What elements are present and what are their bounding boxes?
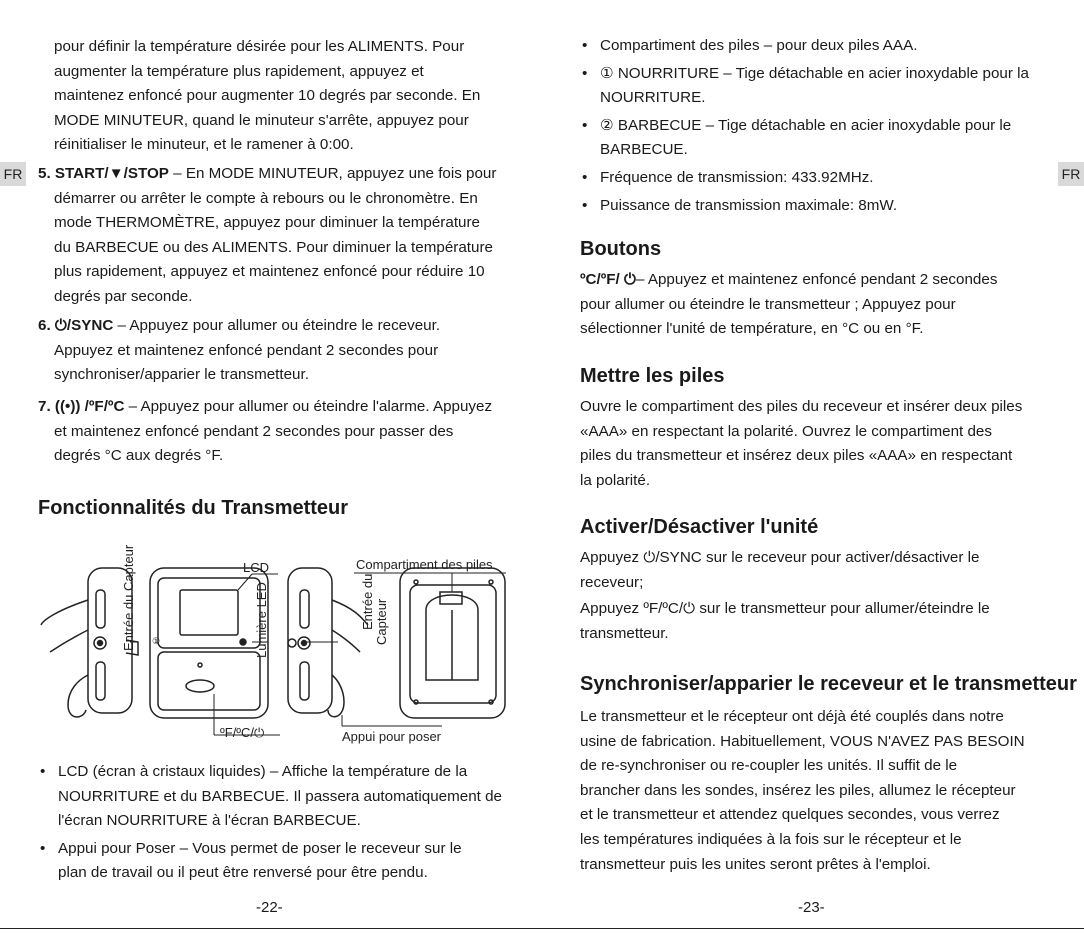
text-line: BARBECUE. <box>600 141 688 159</box>
text-line: démarrer ou arrêter le compte à rebours ou le chronomètre. En <box>54 189 478 207</box>
page-number-left: -22- <box>256 899 283 916</box>
text-line: degrés par seconde. <box>54 287 193 305</box>
text-line: – Appuyez et maintenez enfoncé pendant 2 secondes <box>636 271 998 288</box>
list-item <box>580 62 1060 111</box>
text-line: plan de travail ou il peut être renversé pour être pendu. <box>58 864 428 882</box>
item-text: – Appuyez pour allumer ou éteindre le receveur. <box>113 317 441 334</box>
item-label: 5. START/▼/STOP <box>38 165 169 182</box>
sync-paragraph <box>580 705 1025 877</box>
text-line: du BARBECUE ou des ALIMENTS. Pour diminuer la température <box>54 238 493 256</box>
page-bottom-rule <box>0 928 1084 929</box>
text-line: • Fréquence de transmission: 433.92MHz. <box>600 168 874 186</box>
list-item <box>580 34 1060 59</box>
text-line: brancher dans les sondes, insérez les piles, allumez le récepteur <box>580 781 1016 799</box>
language-tab-right: FR <box>1058 162 1084 186</box>
list-item <box>580 114 1060 163</box>
transmitter-diagram <box>38 530 510 745</box>
section-heading-activate: Activer/Désactiver l'unité <box>580 516 819 538</box>
text-line: NOURRITURE. <box>600 89 706 107</box>
text-line: plus rapidement, appuyez et maintenez enfoncé pour réduire 10 <box>54 263 485 281</box>
list-item <box>38 837 518 886</box>
page-number-right: -23- <box>798 899 825 916</box>
item-text: – Appuyez pour allumer ou éteindre l'alarme. Appuyez <box>124 398 493 415</box>
text-line: augmenter la température plus rapidement, appuyez et <box>54 62 424 80</box>
label-battery-compartment: Compartiment des piles <box>356 557 493 572</box>
port-1-label: ① <box>152 636 161 646</box>
item-text: – En MODE MINUTEUR, appuyez une fois pour <box>168 165 497 182</box>
text-line: Appuyez et maintenez enfoncé pendant 2 secondes pour <box>54 341 439 359</box>
text-line: l'écran NOURRITURE à l'écran BARBECUE. <box>58 812 361 830</box>
section-heading-buttons: Boutons <box>580 238 662 260</box>
text-line: sélectionner l'unité de température, en °C ou en °F. <box>580 320 924 338</box>
unit-button <box>186 680 214 692</box>
label-led-light: Lumière LED <box>254 582 269 658</box>
section-heading-transmitter-features: Fonctionnalités du Transmetteur <box>38 497 349 519</box>
text-line: piles du transmetteur et insérez deux piles «AAA» en respectant <box>580 447 1013 465</box>
text-line: NOURRITURE et du BARBECUE. Il passera automatiquement de <box>58 787 502 805</box>
button-label: ºC/ºF/ ⏻ <box>580 271 637 288</box>
text-line: mode THERMOMÈTRE, appuyez pour diminuer la température <box>54 214 480 232</box>
text-line: • ① NOURRITURE – Tige détachable en acier inoxydable pour la <box>600 64 1029 82</box>
text-line: degrés °C aux degrés °F. <box>54 447 224 465</box>
text-line: Ouvre le compartiment des piles du receveur et insérer deux piles <box>580 398 1023 415</box>
text-line: pour allumer ou éteindre le transmetteur ; Appuyez pour <box>580 295 956 313</box>
text-line: usine de fabrication. Habituellement, VOUS N'AVEZ PAS BESOIN <box>580 732 1025 750</box>
text-line: maintenez enfoncé pour augmenter 10 degrés par seconde. En <box>54 87 481 105</box>
text-line: synchroniser/apparier le transmetteur. <box>54 366 309 384</box>
label-lcd: LCD <box>243 560 270 575</box>
text-line: • Puissance de transmission maximale: 8mW. <box>600 196 898 214</box>
text-line: Appuyez ⏻/SYNC sur le receveur pour activer/désactiver le <box>580 549 980 566</box>
label-sensor-input-left: Entrée du Capteur <box>121 544 136 651</box>
text-line: pour définir la température désirée pour les ALIMENTS. Pour <box>54 38 465 55</box>
feature-bullet-list <box>38 760 518 886</box>
batteries-paragraph <box>580 395 1022 493</box>
text-line: les températures indiquées à la fois sur le récepteur et le <box>580 830 962 848</box>
text-line: transmetteur. <box>580 624 669 642</box>
item-label: 6. ⏻/SYNC <box>38 317 114 334</box>
led-light <box>240 639 246 645</box>
text-line: et le transmetteur et attendez quelques secondes, vous verrez <box>580 806 1000 824</box>
text-line: et maintenez enfoncé pendant 2 secondes pour passer des <box>54 422 454 440</box>
label-stand: Appui pour poser <box>342 729 442 744</box>
item-alarm-unit <box>38 395 492 469</box>
lcd-window <box>180 590 238 635</box>
section-heading-batteries: Mettre les piles <box>580 365 725 387</box>
text-line: receveur; <box>580 573 644 591</box>
spec-bullet-list <box>580 34 1060 218</box>
text-line: • LCD (écran à cristaux liquides) – Affiche la température de la <box>58 763 468 780</box>
item-label: 7. ((•)) /ºF/ºC <box>38 398 125 415</box>
list-item <box>580 194 1060 219</box>
text-line: Le transmetteur et le récepteur ont déjà été couplés dans notre <box>580 708 1004 725</box>
item-power-sync <box>38 314 440 388</box>
label-sensor-input-right-2: Capteur <box>374 598 389 645</box>
section-heading-sync: Synchroniser/apparier le receveur et le transmetteur <box>580 673 1077 695</box>
text-line: transmetteur puis les unites seront prêtes à l'emploi. <box>580 855 931 873</box>
text-line: • Compartiment des piles – pour deux piles AAA. <box>600 37 918 54</box>
text-line: «AAA» en respectant la polarité. Ouvrez le compartiment des <box>580 422 992 440</box>
buttons-paragraph <box>580 268 997 342</box>
text-line: • Appui pour Poser – Vous permet de poser le receveur sur le <box>58 839 462 857</box>
text-line: de re-synchroniser ou re-coupler les unités. Il suffit de le <box>580 757 958 775</box>
text-line: Appuyez ºF/ºC/⏻ sur le transmetteur pour allumer/éteindre le <box>580 600 990 618</box>
label-sensor-input-right-1: Entrée du <box>360 573 375 630</box>
text-line: réinitialiser le minuteur, et le ramener à 0:00. <box>54 136 354 154</box>
list-item <box>38 760 518 834</box>
item-start-stop <box>38 162 496 310</box>
text-line: MODE MINUTEUR, quand le minuteur s'arrête, appuyez pour <box>54 111 469 129</box>
label-unit-power-button: ºF/ºC/⏻ <box>220 725 265 740</box>
list-item <box>580 166 1060 191</box>
intro-paragraph <box>54 35 480 158</box>
activate-paragraph <box>580 546 990 646</box>
text-line: • ② BARBECUE – Tige détachable en acier inoxydable pour le <box>600 116 1012 134</box>
text-line: la polarité. <box>580 471 651 489</box>
language-tab-left: FR <box>0 162 26 186</box>
